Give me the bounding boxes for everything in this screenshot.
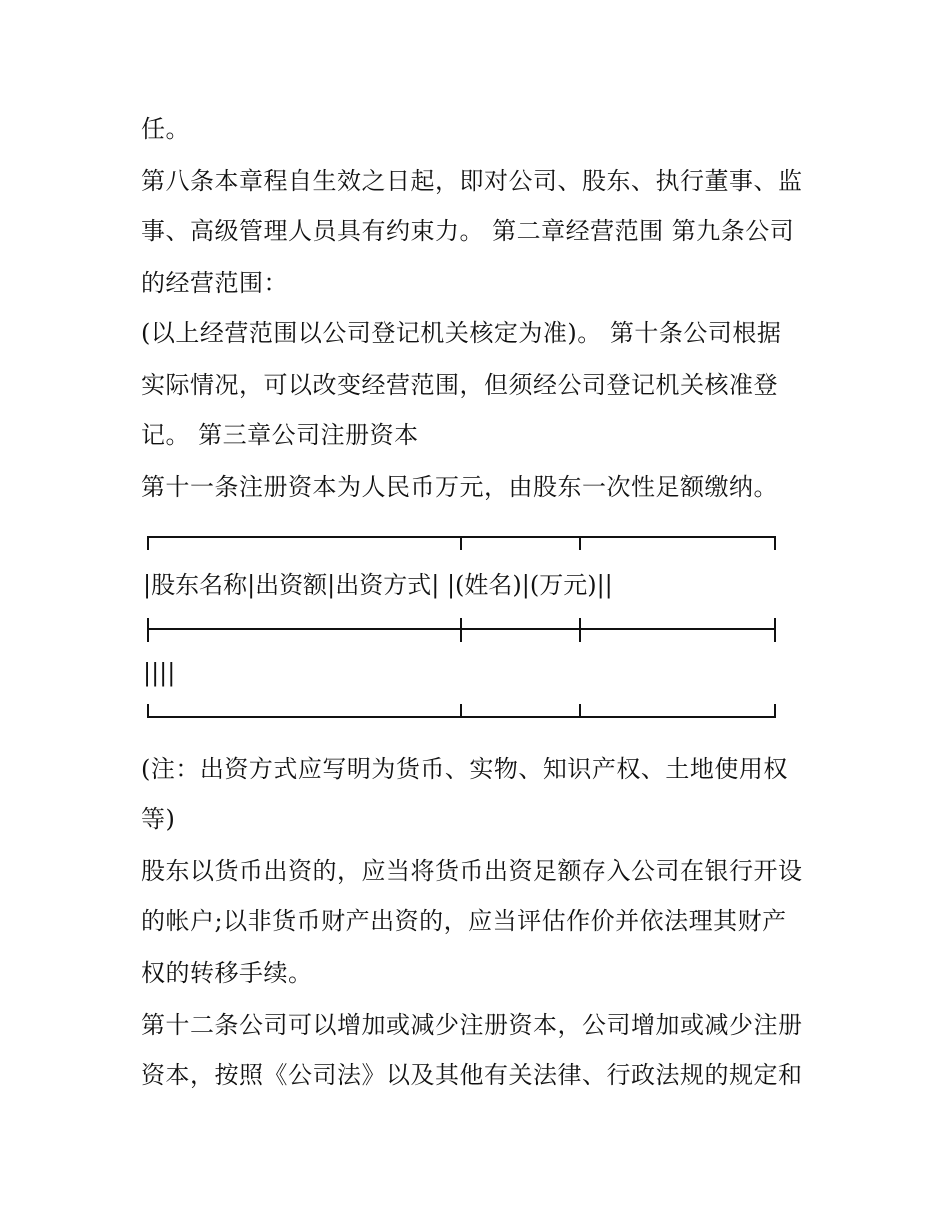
table-corner-tick bbox=[147, 536, 149, 550]
table-column-tick bbox=[579, 704, 581, 718]
table-column-tick bbox=[460, 536, 462, 550]
table-junction-tick bbox=[579, 618, 581, 642]
paragraph-line: 资本，按照《公司法》以及其他有关法律、行政法规的规定和 bbox=[141, 1061, 803, 1089]
paragraph-line: 事、高级管理人员具有约束力。 第二章经营范围 第九条公司 bbox=[141, 217, 795, 245]
paragraph-line: 第八条本章程自生效之日起，即对公司、股东、执行董事、监 bbox=[141, 167, 803, 195]
table-column-tick bbox=[460, 704, 462, 718]
paragraph-line: 实际情况，可以改变经营范围，但须经公司登记机关核准登 bbox=[141, 371, 778, 399]
table-corner-tick bbox=[774, 704, 776, 718]
paragraph-line: 的经营范围： bbox=[141, 269, 288, 297]
table-junction-tick bbox=[774, 618, 776, 642]
paragraph-line: 股东以货币出资的，应当将货币出资足额存入公司在银行开设 bbox=[141, 857, 803, 885]
paragraph-line: 任。 bbox=[141, 115, 190, 143]
table-junction-tick bbox=[147, 618, 149, 642]
paragraph-line: 第十一条注册资本为人民币万元，由股东一次性足额缴纳。 bbox=[141, 473, 778, 501]
table-corner-tick bbox=[147, 704, 149, 718]
table-corner-tick bbox=[774, 536, 776, 550]
paragraph-line: (以上经营范围以公司登记机关核定为准)。 第十条公司根据 bbox=[141, 319, 782, 347]
paragraph-line: 记。 第三章公司注册资本 bbox=[141, 421, 419, 449]
paragraph-line: 等) bbox=[141, 805, 176, 833]
paragraph-line: (注：出资方式应写明为货币、实物、知识产权、土地使用权 bbox=[141, 755, 788, 783]
paragraph-line: 权的转移手续。 bbox=[141, 959, 313, 987]
paragraph-line: 的帐户;以非货币财产出资的，应当评估作价并依法理其财产 bbox=[141, 907, 787, 935]
table-column-tick bbox=[579, 536, 581, 550]
table-junction-tick bbox=[460, 618, 462, 642]
table-empty-row: |||| bbox=[143, 659, 176, 687]
paragraph-line: 第十二条公司可以增加或减少注册资本，公司增加或减少注册 bbox=[141, 1011, 803, 1039]
table-header-row: |股东名称|出资额|出资方式| |(姓名)|(万元)|| bbox=[143, 571, 613, 599]
